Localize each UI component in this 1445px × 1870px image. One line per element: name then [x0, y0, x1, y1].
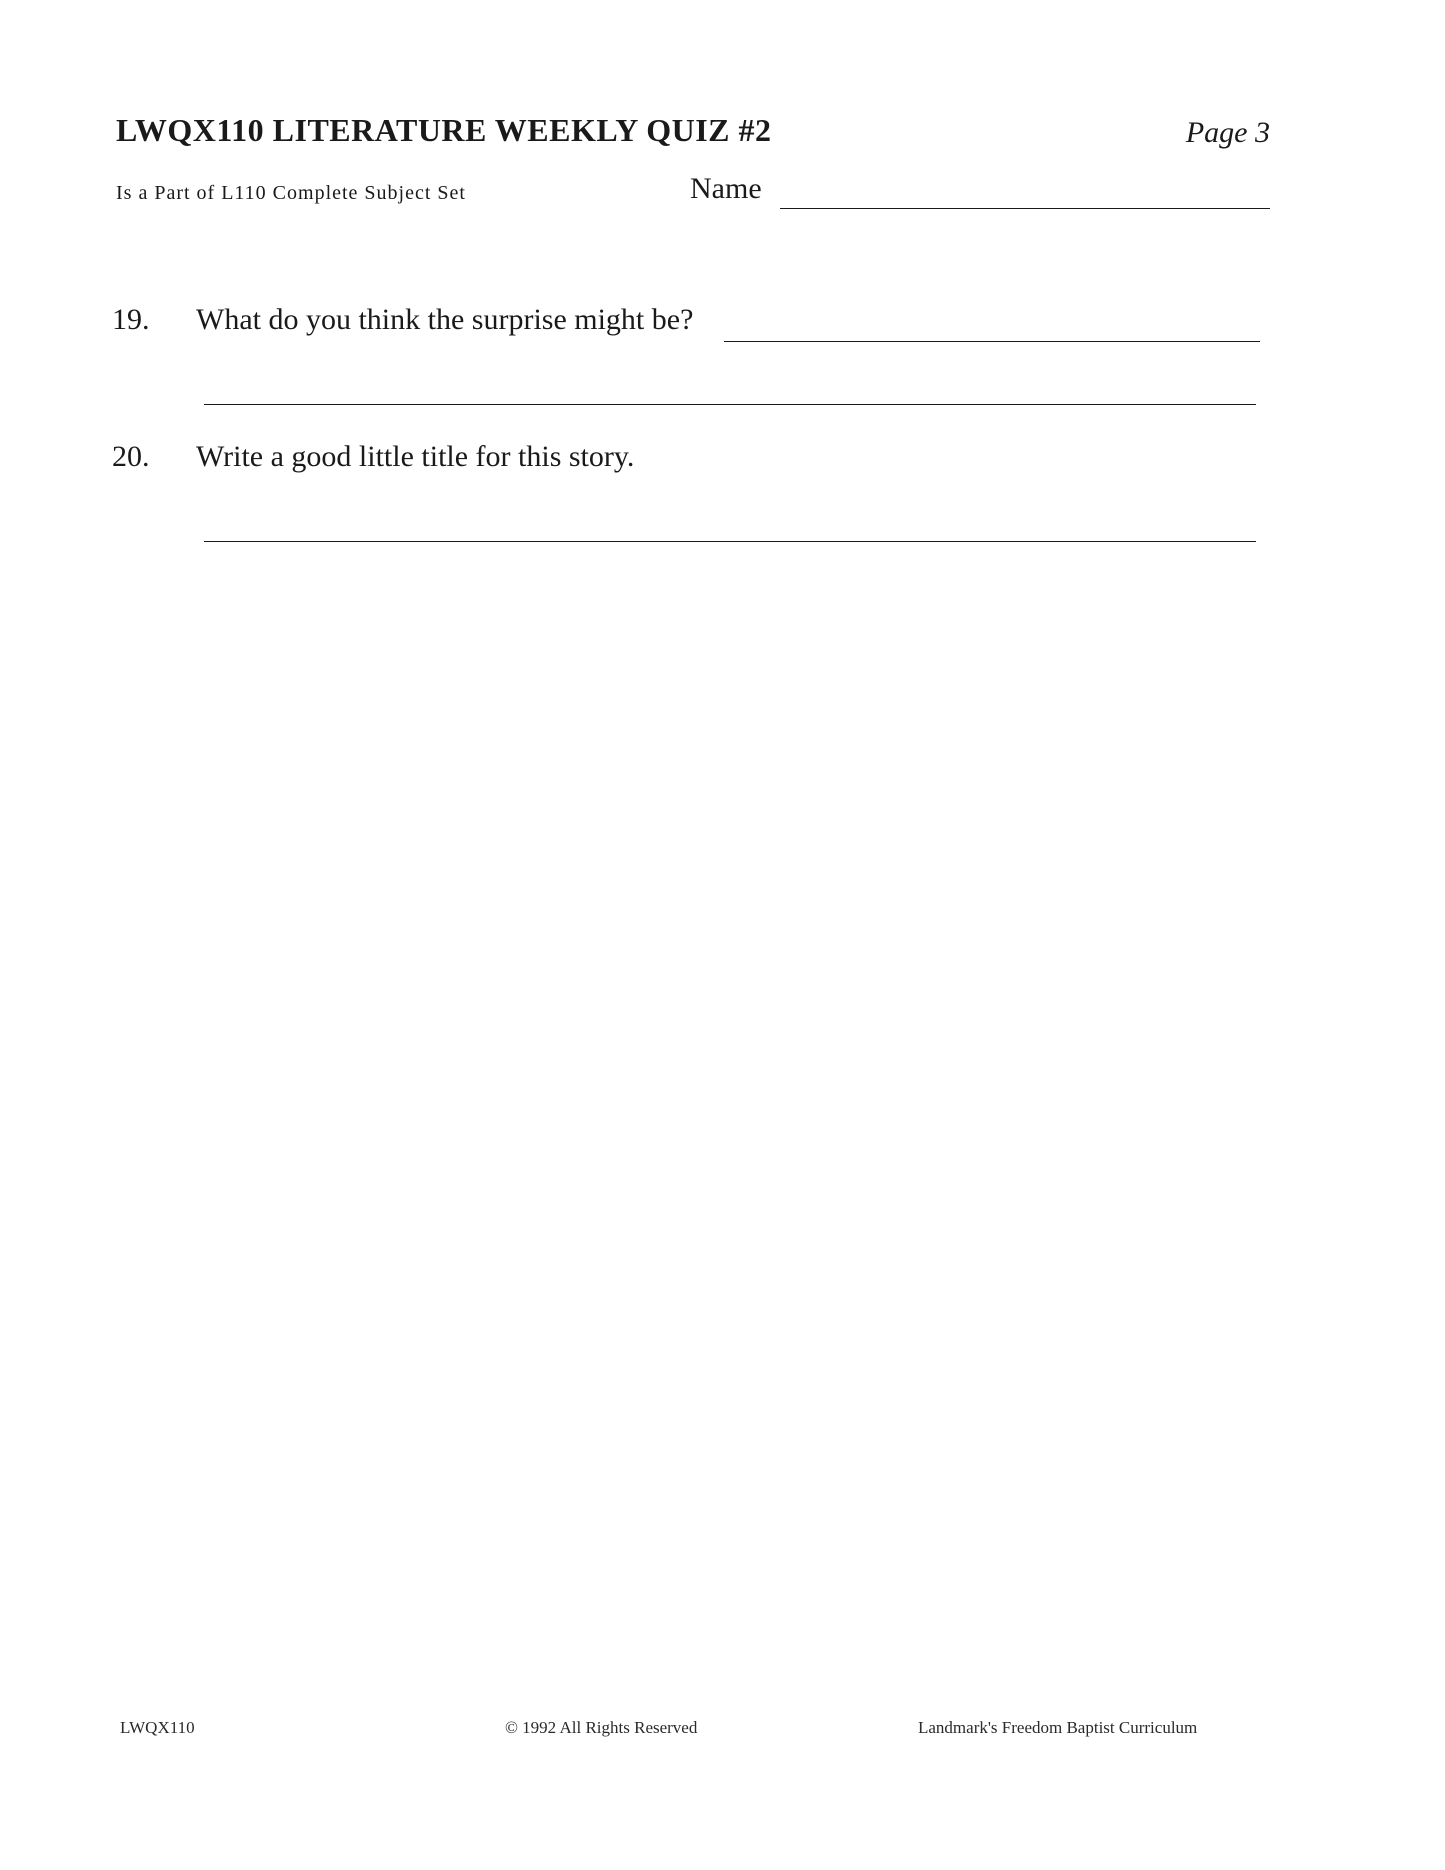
footer-copyright: © 1992 All Rights Reserved [505, 1718, 698, 1737]
quiz-title: LWQX110 LITERATURE WEEKLY QUIZ #2 [116, 112, 772, 148]
question-number: 20. [112, 440, 150, 473]
name-field-row [690, 172, 1270, 212]
question-19-answer-line-2[interactable] [204, 404, 1256, 405]
question-19-answer-line[interactable] [724, 341, 1260, 342]
subject-set-subtitle: Is a Part of L110 Complete Subject Set [116, 182, 466, 204]
name-answer-line[interactable] [780, 208, 1270, 209]
name-label: Name [690, 172, 762, 205]
question-19 [112, 303, 1272, 347]
question-20 [112, 440, 1272, 484]
question-text: What do you think the surprise might be? [196, 303, 694, 336]
footer-publisher: Landmark's Freedom Baptist Curriculum [918, 1718, 1198, 1737]
page-number: Page 3 [1185, 116, 1270, 149]
question-number: 19. [112, 303, 150, 336]
question-20-answer-line[interactable] [204, 541, 1256, 542]
footer-code: LWQX110 [120, 1718, 195, 1737]
question-text: Write a good little title for this story. [196, 440, 635, 473]
